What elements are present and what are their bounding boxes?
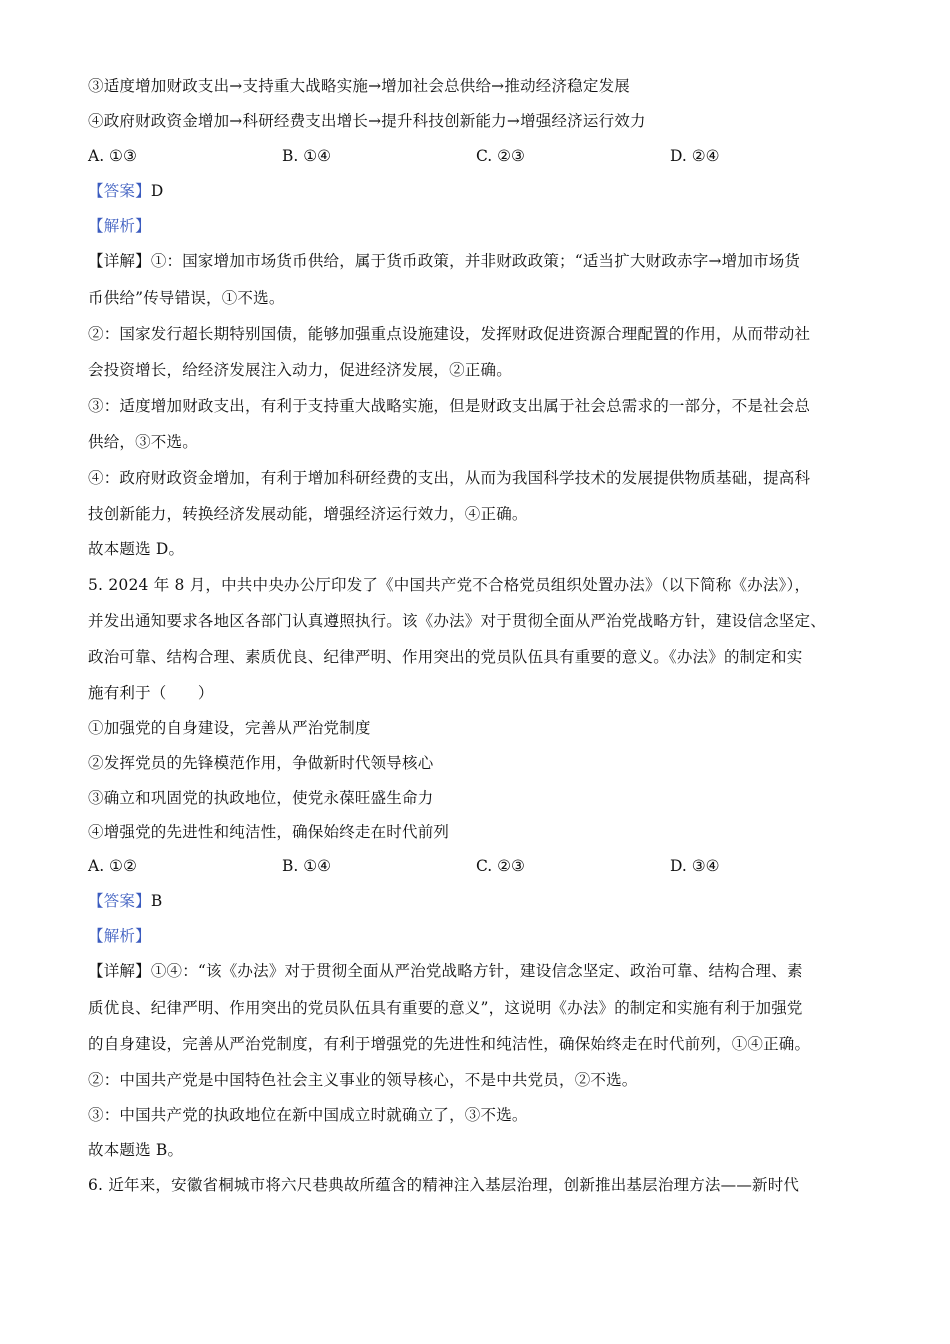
answer-value: B bbox=[150, 892, 163, 910]
q4-detail-line-7: ④：政府财政资金增加，有利于增加科研经费的支出，从而为我国科学技术的发展提供物质基础，提高科 bbox=[88, 469, 811, 487]
detail-text: ①：国家增加市场货币供给，属于货币政策，并非财政政策；“适当扩大财政赤字→增加市场货 bbox=[150, 252, 801, 270]
q5-option-b: B. ①④ bbox=[282, 857, 332, 875]
q5-detail-line-2: 质优良、纪律严明、作用突出的党员队伍具有重要的意义”，这说明《办法》的制定和实施有利于加强党 bbox=[88, 999, 803, 1017]
q5-detail-line-5: ③：中国共产党的执政地位在新中国成立时就确立了，③不选。 bbox=[88, 1106, 528, 1124]
q4-analysis-heading bbox=[88, 216, 151, 236]
q4-detail-line-8: 技创新能力，转换经济发展动能，增强经济运行效力，④正确。 bbox=[88, 505, 528, 523]
q5-item-2: ②发挥党员的先锋模范作用，争做新时代领导核心 bbox=[88, 754, 434, 772]
q5-stem-line-3: 政治可靠、结构合理、素质优良、纪律严明、作用突出的党员队伍具有重要的意义。《办法》的制定和实 bbox=[88, 648, 803, 666]
q4-detail-line-6: 供给，③不选。 bbox=[88, 433, 198, 451]
q4-option-a: A. ①③ bbox=[88, 147, 137, 165]
q5-analysis-heading bbox=[88, 926, 151, 946]
detail-tag: 【详解】 bbox=[88, 252, 151, 270]
q4-detail-line-4: 会投资增长，给经济发展注入动力，促进经济发展，②正确。 bbox=[88, 361, 512, 379]
q5-conclusion: 故本题选 B。 bbox=[88, 1141, 184, 1159]
q5-option-d: D. ③④ bbox=[670, 857, 720, 875]
q5-answer bbox=[88, 891, 162, 911]
q5-detail-line-1 bbox=[88, 961, 803, 981]
q4-detail-line-3: ②：国家发行超长期特别国债，能够加强重点设施建设，发挥财政促进资源合理配置的作用，从而带动社 bbox=[88, 325, 811, 343]
q5-item-3: ③确立和巩固党的执政地位，使党永葆旺盛生命力 bbox=[88, 789, 434, 807]
q4-detail-line-2: 币供给”传导错误，①不选。 bbox=[88, 289, 285, 307]
q4-detail-line-1 bbox=[88, 251, 800, 271]
q4-answer bbox=[88, 181, 163, 201]
detail-text: ①④：“该《办法》对于贯彻全面从严治党战略方针，建设信念坚定、政治可靠、结构合理、素 bbox=[150, 962, 803, 980]
q4-item-4: ④政府财政资金增加→科研经费支出增长→提升科技创新能力→增强经济运行效力 bbox=[88, 112, 646, 130]
q6-stem-line-1: 6. 近年来，安徽省桐城市将六尺巷典故所蕴含的精神注入基层治理，创新推出基层治理方法——新时代 bbox=[88, 1176, 800, 1194]
q5-detail-line-3: 的自身建设，完善从严治党制度，有利于增强党的先进性和纯洁性，确保始终走在时代前列，①④正确。 bbox=[88, 1035, 811, 1053]
answer-tag: 【答案】 bbox=[88, 182, 151, 200]
q5-option-c: C. ②③ bbox=[476, 857, 525, 875]
q5-stem-line-4: 施有利于（ ） bbox=[88, 684, 214, 702]
q4-detail-line-5: ③：适度增加财政支出，有利于支持重大战略实施，但是财政支出属于社会总需求的一部分，不是社会总 bbox=[88, 397, 811, 415]
q4-conclusion: 故本题选 D。 bbox=[88, 540, 185, 558]
answer-tag: 【答案】 bbox=[88, 892, 151, 910]
q5-detail-line-4: ②：中国共产党是中国特色社会主义事业的领导核心，不是中共党员，②不选。 bbox=[88, 1071, 638, 1089]
q5-stem-line-2: 并发出通知要求各地区各部门认真遵照执行。该《办法》对于贯彻全面从严治党战略方针，建设信念坚定、 bbox=[88, 612, 826, 630]
q5-option-a: A. ①② bbox=[88, 857, 137, 875]
q5-item-4: ④增强党的先进性和纯洁性，确保始终走在时代前列 bbox=[88, 823, 450, 841]
q4-item-3: ③适度增加财政支出→支持重大战略实施→增加社会总供给→推动经济稳定发展 bbox=[88, 77, 630, 95]
q4-option-c: C. ②③ bbox=[476, 147, 525, 165]
q4-option-b: B. ①④ bbox=[282, 147, 332, 165]
q5-item-1: ①加强党的自身建设，完善从严治党制度 bbox=[88, 719, 371, 737]
analysis-tag: 【解析】 bbox=[88, 217, 151, 235]
answer-value: D bbox=[150, 182, 164, 200]
q4-option-d: D. ②④ bbox=[670, 147, 720, 165]
analysis-tag: 【解析】 bbox=[88, 927, 151, 945]
q5-stem-line-1: 5. 2024 年 8 月，中共中央办公厅印发了《中国共产党不合格党员组织处置办法》（以下简称《办法》）， bbox=[88, 576, 811, 594]
detail-tag: 【详解】 bbox=[88, 962, 151, 980]
